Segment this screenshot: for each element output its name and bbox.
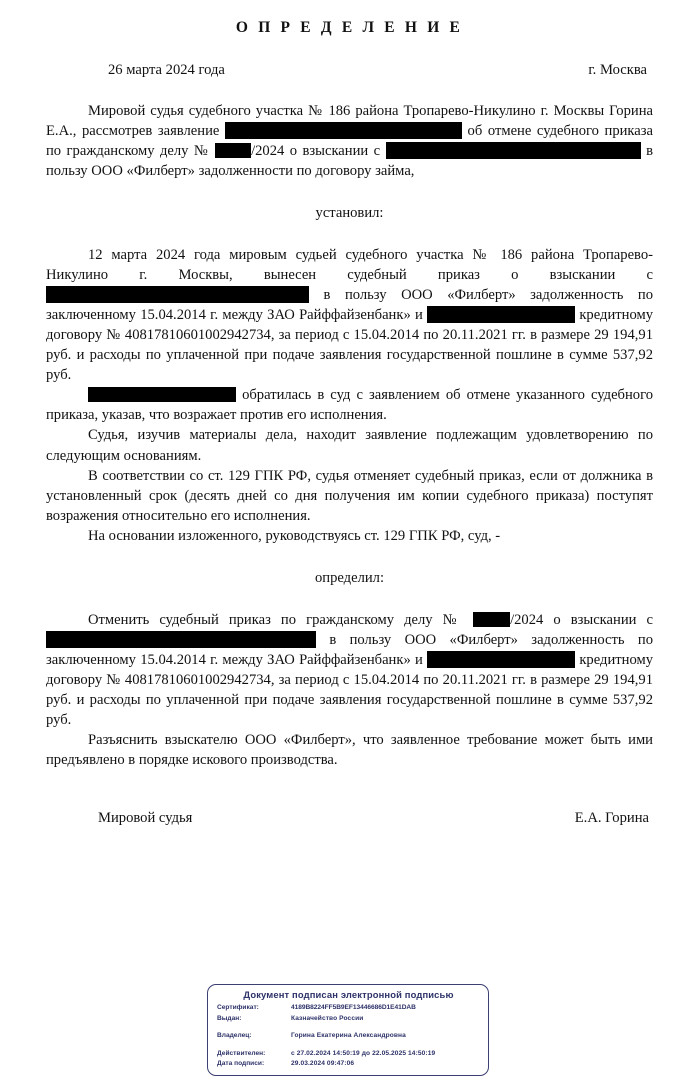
stamp-label-certificate: Сертификат: bbox=[217, 1004, 259, 1011]
findings-text-1a: 12 марта 2024 года мировым судьей судебного участка № 186 района Тропарево-Никулино г. Москвы, вынесен судебный приказ о взыскании с bbox=[46, 246, 653, 283]
stamp-value-issued-by: Казначейство России bbox=[291, 1014, 364, 1022]
ruling-text-1b: /2024 о взыскании с bbox=[510, 611, 654, 628]
ruling-text-1a: Отменить судебный приказ по гражданскому делу № bbox=[88, 611, 463, 628]
heading-ustanovil: установил: bbox=[315, 204, 384, 221]
intro-text-part-2: об отмене судебного приказа по гражданскому делу № bbox=[46, 122, 654, 159]
stamp-title: Документ подписан электронной подписью bbox=[243, 989, 454, 1000]
findings-paragraph-3: Судья, изучив материалы дела, находит заявление подлежащим удовлетворению по следующим основаниям. bbox=[46, 427, 653, 464]
intro-text-part-3: /2024 о взыскании с bbox=[251, 142, 381, 159]
stamp-spacer-row-2 bbox=[217, 1042, 480, 1049]
stamp-value-certificate: 4189B8224FF5B9EF13446686D1E41DAB bbox=[291, 1004, 416, 1011]
ruling-paragraph-2: Разъяснить взыскателю ООО «Филберт», что заявленное требование может быть ими предъявлено в порядке искового производства. bbox=[46, 732, 653, 769]
intro-text-part-1: Мировой судья судебного участка № 186 района Тропарево-Никулино г. Москвы Горина Е.А., рассмотрев заявление bbox=[46, 102, 653, 139]
redaction-bar-debtor-name-3 bbox=[46, 631, 316, 648]
findings-paragraph-1 bbox=[46, 245, 653, 385]
stamp-spacer-cell-1b bbox=[291, 1024, 480, 1031]
document-date: 26 марта 2024 года bbox=[108, 61, 225, 78]
redaction-bar-debtor-name-2 bbox=[46, 286, 309, 303]
heading-opredelil: определил: bbox=[314, 569, 385, 586]
findings-text-2a: обратилась в суд с заявлением об отмене указанного судебного приказа, указав, что возражает против его исполнения. bbox=[46, 387, 653, 424]
stamp-row-valid bbox=[217, 1049, 480, 1060]
stamp-row-issued-by bbox=[217, 1014, 480, 1025]
stamp-details-table bbox=[217, 1003, 480, 1070]
digital-signature-stamp bbox=[207, 984, 489, 1076]
stamp-spacer-cell-1a bbox=[217, 1024, 291, 1031]
intro-text-part-4: в пользу ООО «Филберт» задолженности по договору займа, bbox=[46, 142, 653, 179]
signature-role: Мировой судья bbox=[98, 810, 193, 827]
stamp-label-owner: Владелец: bbox=[217, 1032, 252, 1040]
findings-text-1c: кредитному договору № 40817810601002942734, за период с 15.04.2014 по 20.11.2021 гг. в размере 29 194,91 руб. и расходы по уплаченной при подаче заявления государственной пошлине в сумме 537,92 руб. bbox=[46, 307, 653, 384]
stamp-value-sign-date: 29.03.2024 09:47:06 bbox=[291, 1060, 355, 1068]
ruling-text-1c: в пользу ООО «Филберт» задолженность по заключенному 15.04.2014 г. между ЗАО Райффайзенбанк» и bbox=[46, 631, 653, 669]
stamp-label-sign-date: Дата подписи: bbox=[217, 1060, 265, 1068]
stamp-label-valid: Действителен: bbox=[217, 1049, 266, 1057]
stamp-value-owner: Горина Екатерина Александровна bbox=[291, 1032, 406, 1040]
stamp-row-certificate bbox=[217, 1003, 480, 1014]
redaction-bar-applicant-name-2 bbox=[88, 387, 236, 402]
redaction-bar-bank-successor-2 bbox=[427, 651, 575, 668]
findings-text-1b: в пользу ООО «Филберт» задолженность по заключенному 15.04.2014 г. между ЗАО Райффайзенбанк» и bbox=[46, 287, 653, 324]
stamp-spacer-cell-2a bbox=[217, 1042, 291, 1049]
ruling-text-1d: кредитному договору № 40817810601002942734, за период с 15.04.2014 по 20.11.2021 гг. в размере 29 194,91 руб. и расходы по уплаченной при подаче заявления государственной пошлине в сумме 537,92 руб. bbox=[46, 652, 653, 729]
findings-paragraph-5: На основании изложенного, руководствуясь ст. 129 ГПК РФ, суд, - bbox=[88, 527, 501, 544]
ruling-paragraph-1 bbox=[46, 610, 653, 730]
stamp-spacer-cell-2b bbox=[291, 1042, 480, 1049]
intro-paragraph bbox=[46, 101, 653, 181]
signature-row bbox=[46, 810, 653, 827]
findings-paragraph-4: В соответствии со ст. 129 ГПК РФ, судья отменяет судебный приказ, если от должника в установленный срок (десять дней со дня получения им копии судебного приказа) поступят возражения относительно его исполнения. bbox=[46, 467, 653, 524]
redaction-bar-applicant-name bbox=[225, 122, 462, 139]
document-meta-row bbox=[46, 62, 653, 79]
redaction-bar-case-number-2 bbox=[473, 612, 510, 627]
stamp-spacer-row-1 bbox=[217, 1024, 480, 1031]
redaction-bar-case-number bbox=[215, 143, 251, 158]
stamp-box bbox=[207, 984, 489, 1076]
findings-paragraph-2 bbox=[46, 385, 653, 425]
stamp-value-valid: с 27.02.2024 14:50:19 до 22.05.2025 14:50:19 bbox=[291, 1049, 436, 1057]
stamp-row-sign-date bbox=[217, 1059, 480, 1070]
redaction-bar-bank-successor bbox=[427, 306, 575, 323]
page-title: О П Р Е Д Е Л Е Н И Е bbox=[235, 19, 464, 36]
redaction-bar-debtor-name bbox=[386, 142, 641, 159]
stamp-row-owner bbox=[217, 1031, 480, 1042]
signature-name: Е.А. Горина bbox=[574, 810, 649, 827]
stamp-label-issued-by: Выдан: bbox=[217, 1014, 242, 1022]
document-city: г. Москва bbox=[588, 61, 647, 78]
